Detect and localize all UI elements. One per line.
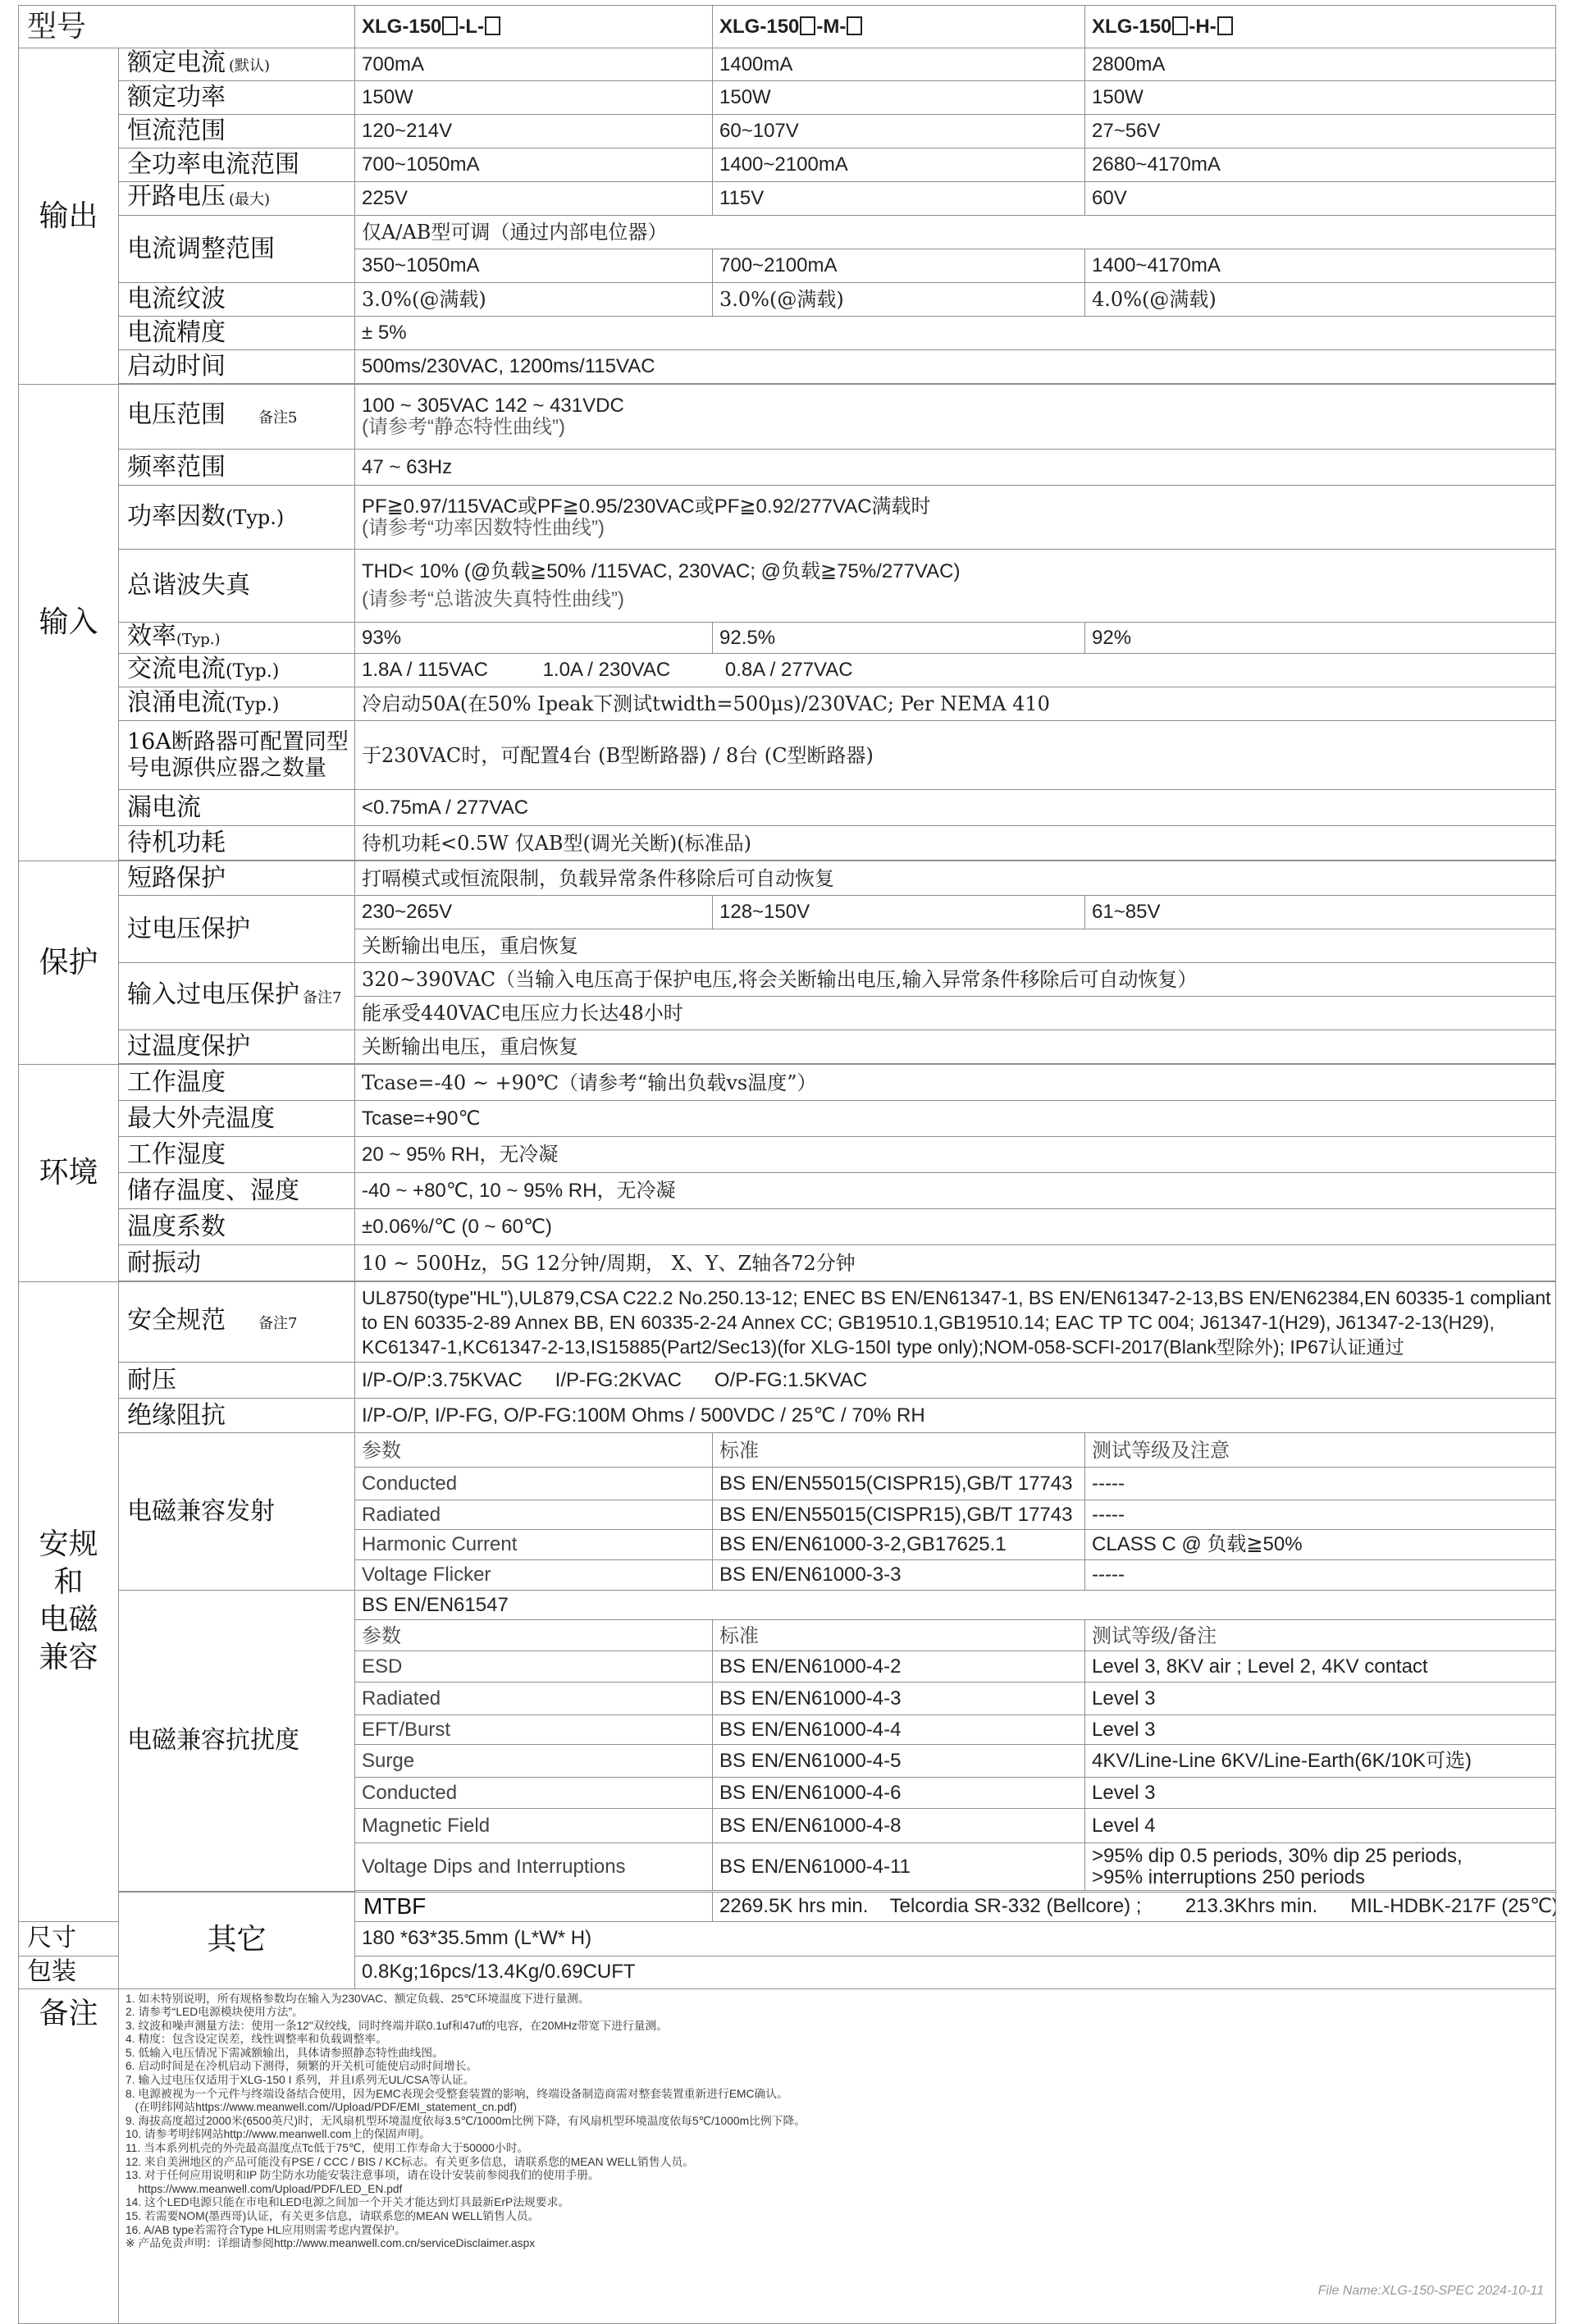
immunity-standard-ref: BS EN/EN61000-4-5 [713, 1745, 1085, 1778]
adjust-note: 仅A/AB型可调（通过内部电位器） [355, 216, 1556, 249]
temp-coeff-value: ±0.06%/℃ (0 ~ 60℃) [355, 1209, 1556, 1245]
leakage-label: 漏电流 [119, 790, 355, 826]
immunity-param: Surge [355, 1745, 713, 1778]
open-circuit-l: 225V [355, 182, 713, 216]
safety-standards-row [19, 1282, 1556, 1363]
temp-coeff-label: 温度系数 [119, 1209, 355, 1245]
immunity-level: Level 3 [1085, 1683, 1556, 1715]
standby-value: 待机功耗<0.5W 仅AB型(调光关断)(标准品) [355, 826, 1556, 861]
tolerance-row [19, 317, 1556, 350]
storage-row [19, 1173, 1556, 1209]
isolation-label: 绝缘阻抗 [119, 1399, 355, 1433]
tolerance-value: ± 5% [355, 317, 1556, 350]
emission-standard: BS EN/EN61000-3-3 [713, 1560, 1085, 1591]
max-case-label: 最大外壳温度 [119, 1101, 355, 1137]
vibration-row [19, 1245, 1556, 1281]
standby-row [19, 826, 1556, 861]
leakage-row [19, 790, 1556, 826]
rated-power-m: 150W [713, 81, 1085, 115]
thd-label: 总谐波失真 [119, 550, 355, 623]
standby-label: 待机功耗 [119, 826, 355, 861]
full-power-m: 1400~2100mA [713, 148, 1085, 182]
model-m: XLG-150 -M- [713, 6, 1085, 48]
full-power-label: 全功率电流范围 [119, 148, 355, 182]
note-line: 13. 对于任何应用说明和IP 防尘防水功能安装注意事项，请在设计安装前参阅我们的使用手册。 [126, 2169, 1549, 2183]
adjust-h: 1400~4170mA [1085, 249, 1556, 283]
note-line: 8. 电源被视为一个元件与终端设备结合使用，因为EMC表现会受整套装置的影响，终端设备制造商需对整套装置重新进行EMC确认。 [126, 2088, 1549, 2102]
immunity-standard: BS EN/EN61547 [355, 1591, 1556, 1620]
ovp-m: 128~150V [713, 896, 1085, 929]
mtbf-label: MTBF [355, 1892, 713, 1921]
short-value: 打嗝模式或恒流限制，负载异常条件移除后可自动恢复 [355, 861, 1556, 896]
ovp-note: 关断输出电压，重启恢复 [355, 929, 1556, 963]
rated-current-label: 额定电流 (默认) [119, 48, 355, 81]
vibration-value: 10 ~ 500Hz，5G 12分钟/周期， X、Y、Z轴各72分钟 [355, 1245, 1556, 1281]
note-line: 4. 精度：包含设定误差，线性调整率和负载调整率。 [126, 2033, 1549, 2047]
open-circuit-m: 115V [713, 182, 1085, 216]
others-category: 其它 [119, 1892, 355, 1988]
placeholder-box-icon [800, 16, 815, 35]
ripple-row [19, 283, 1556, 317]
model-header-row [19, 6, 1556, 48]
emission-level: ----- [1085, 1468, 1556, 1500]
emission-header-standard: 标准 [713, 1433, 1085, 1468]
dips-standard: BS EN/EN61000-4-11 [713, 1843, 1085, 1891]
input-ovp-label: 输入过电压保护 备注7 [119, 963, 355, 1030]
note-line: (在明纬网站https://www.meanwell.com//Upload/PDF/EMI_statement_cn.pdf) [126, 2101, 1549, 2115]
vibration-label: 耐振动 [119, 1245, 355, 1281]
inrush-row [19, 687, 1556, 721]
ovp-h: 61~85V [1085, 896, 1556, 929]
rated-current-m: 1400mA [713, 48, 1085, 81]
ripple-h: 4.0%(@满载) [1085, 283, 1556, 317]
notes-category: 备注 [19, 1988, 119, 2323]
storage-value: -40 ~ +80℃, 10 ~ 95% RH，无冷凝 [355, 1173, 1556, 1209]
adjust-label: 电流调整范围 [119, 216, 355, 283]
placeholder-box-icon [1217, 16, 1233, 35]
immunity-param: EFT/Burst [355, 1715, 713, 1745]
packing-value: 0.8Kg;16pcs/13.4Kg/0.69CUFT [355, 1956, 1556, 1988]
immunity-standard-ref: BS EN/EN61000-4-3 [713, 1683, 1085, 1715]
temp-coeff-row [19, 1209, 1556, 1245]
note-line: 1. 如未特别说明，所有规格参数均在输入为230VAC、额定负载、25℃环境温度下进行量测。 [126, 1993, 1549, 2007]
frequency-value: 47 ~ 63Hz [355, 450, 1556, 486]
humidity-value: 20 ~ 95% RH，无冷凝 [355, 1137, 1556, 1173]
input-ovp-line1: 320~390VAC（当输入电压高于保护电压,将会关断输出电压,输入异常条件移除后可自动恢复） [355, 963, 1556, 997]
immunity-param: Magnetic Field [355, 1809, 713, 1843]
breaker-label: 16A断路器可配置同型 号电源供应器之数量 [119, 721, 355, 790]
ovp-values-row [19, 896, 1556, 929]
immunity-standard-ref: BS EN/EN61000-4-8 [713, 1809, 1085, 1843]
open-circuit-label: 开路电压 (最大) [119, 182, 355, 216]
safety-standards-value: UL8750(type"HL"),UL879,CSA C22.2 No.250.13-12; ENEC BS EN/EN61347-1, BS EN/EN61347-2-13,BS EN/EN62384,EN 60335-1 compliant to EN 60335-2-89 Annex BB, EN 60335-2-24 Annex CC; GB19510.1,GB19510.14; EAC TP TC 004; J61347-1(H29), J61347-2-13(H29), KC61347-1,KC61347-2-13,IS15885(Part2/Sec13)(for XLG-150I type only);NOM-058-SCFI-2017(Blank型除外); IP67认证通过 [355, 1282, 1556, 1363]
setup-value: 500ms/230VAC, 1200ms/115VAC [355, 350, 1556, 384]
immunity-level: Level 4 [1085, 1809, 1556, 1843]
otp-value: 关断输出电压，重启恢复 [355, 1030, 1556, 1064]
full-power-row [19, 148, 1556, 182]
setup-label: 启动时间 [119, 350, 355, 384]
withstand-label: 耐压 [119, 1363, 355, 1399]
rated-current-l: 700mA [355, 48, 713, 81]
ripple-m: 3.0%(@满载) [713, 283, 1085, 317]
immunity-level: Level 3 [1085, 1715, 1556, 1745]
note-line: 2. 请参考“LED电源模块使用方法”。 [126, 2006, 1549, 2020]
emission-header-row [19, 1433, 1556, 1468]
safety-standards-label: 安全规范 备注7 [119, 1282, 355, 1363]
emission-level: ----- [1085, 1560, 1556, 1591]
leakage-value: <0.75mA / 277VAC [355, 790, 1556, 826]
isolation-row [19, 1399, 1556, 1433]
tolerance-label: 电流精度 [119, 317, 355, 350]
spec-table [18, 5, 1556, 2324]
note-line: 9. 海拔高度超过2000米(6500英尺)时，无风扇机型环境温度依每3.5℃/1000m比例下降，有风扇机型环境温度依每5℃/1000m比例下降。 [126, 2115, 1549, 2129]
otp-row [19, 1030, 1556, 1064]
note-line: 10. 请参考明纬网站http://www.meanwell.com上的保固声明。 [126, 2128, 1549, 2142]
immunity-header-standard: 标准 [713, 1620, 1085, 1651]
inrush-label: 浪涌电流(Typ.) [119, 687, 355, 721]
withstand-value: I/P-O/P:3.75KVAC I/P-FG:2KVAC O/P-FG:1.5KVAC [355, 1363, 1556, 1399]
input-category: 输入 [19, 385, 119, 861]
note-line: ※ 产品免责声明：详细请参阅http://www.meanwell.com.cn/serviceDisclaimer.aspx [126, 2237, 1549, 2251]
input-ovp-row-1 [19, 963, 1556, 997]
immunity-header-param: 参数 [355, 1620, 713, 1651]
rated-power-l: 150W [355, 81, 713, 115]
file-name: File Name:XLG-150-SPEC 2024-10-11 [1318, 2284, 1544, 2299]
packing-label: 包装 [19, 1956, 119, 1988]
thd-row [19, 550, 1556, 623]
emission-header-level: 测试等级及注意 [1085, 1433, 1556, 1468]
immunity-standard-row [19, 1591, 1556, 1620]
pf-row [19, 486, 1556, 550]
rated-current-row [19, 48, 1556, 81]
ripple-label: 电流纹波 [119, 283, 355, 317]
note-line: 15. 若需要NOM(墨西哥)认证，有关更多信息，请联系您的MEAN WELL销售人员。 [126, 2210, 1549, 2224]
setup-row [19, 350, 1556, 384]
efficiency-h: 92% [1085, 623, 1556, 654]
efficiency-row [19, 623, 1556, 654]
humidity-row [19, 1137, 1556, 1173]
rated-current-h: 2800mA [1085, 48, 1556, 81]
cc-range-m: 60~107V [713, 115, 1085, 148]
immunity-header-level: 测试等级/备注 [1085, 1620, 1556, 1651]
note-line: 11. 当本系列机壳的外壳最高温度点Tc低于75℃，使用工作寿命大于50000小时。 [126, 2142, 1549, 2156]
model-h: XLG-150 -H- [1085, 6, 1556, 48]
adjust-note-row [19, 216, 1556, 249]
emission-param: Radiated [355, 1500, 713, 1530]
cc-range-label: 恒流范围 [119, 115, 355, 148]
emission-level: ----- [1085, 1500, 1556, 1530]
immunity-level: 4KV/Line-Line 6KV/Line-Earth(6K/10K可选) [1085, 1745, 1556, 1778]
notes-row [19, 1988, 1556, 2323]
safety-emc-category: 安规 和 电磁 兼容 [19, 1282, 119, 1922]
spec-sheet [18, 5, 1555, 2297]
dimension-label: 尺寸 [19, 1921, 119, 1956]
emission-standard: BS EN/EN61000-3-2,GB17625.1 [713, 1530, 1085, 1560]
emission-param: Harmonic Current [355, 1530, 713, 1560]
voltage-row [19, 385, 1556, 450]
otp-label: 过温度保护 [119, 1030, 355, 1064]
thd-value: THD< 10% (@负载≧50% /115VAC, 230VAC; @负载≧75%/277VAC) (请参考“总谐波失真特性曲线”) [355, 550, 1556, 623]
adjust-l: 350~1050mA [355, 249, 713, 283]
placeholder-box-icon [847, 16, 862, 35]
short-label: 短路保护 [119, 861, 355, 896]
emission-standard: BS EN/EN55015(CISPR15),GB/T 17743 [713, 1500, 1085, 1530]
input-ovp-line2: 能承受440VAC电压应力长达48小时 [355, 997, 1556, 1030]
immunity-param: ESD [355, 1651, 713, 1683]
max-case-value: Tcase=+90℃ [355, 1101, 1556, 1137]
rated-power-h: 150W [1085, 81, 1556, 115]
note-line: 16. A/AB type若需符合Type HL应用则需考虑内置保护。 [126, 2224, 1549, 2238]
model-l: XLG-150 -L- [355, 6, 713, 48]
dimension-value: 180 *63*35.5mm (L*W* H) [355, 1921, 1556, 1956]
withstand-row [19, 1363, 1556, 1399]
note-line: 14. 这个LED电源只能在市电和LED电源之间加一个开关才能达到灯具最新ErP法规要求。 [126, 2196, 1549, 2210]
immunity-standard-ref: BS EN/EN61000-4-2 [713, 1651, 1085, 1683]
protection-category: 保护 [19, 861, 119, 1065]
efficiency-label: 效率(Typ.) [119, 623, 355, 654]
emission-level: CLASS C @ 负载≧50% [1085, 1530, 1556, 1560]
isolation-value: I/P-O/P, I/P-FG, O/P-FG:100M Ohms / 500VDC / 25℃ / 70% RH [355, 1399, 1556, 1433]
mtbf-value: 2269.5K hrs min. Telcordia SR-332 (Bellcore) ; 213.3Khrs min. MIL-HDBK-217F (25℃) [713, 1892, 1556, 1921]
full-power-l: 700~1050mA [355, 148, 713, 182]
immunity-label: 电磁兼容抗扰度 [119, 1591, 355, 1892]
note-line: 3. 纹波和噪声测量方法：使用一条12"双绞线，同时终端并联0.1uf和47uf的电容，在20MHz带宽下进行量测。 [126, 2020, 1549, 2034]
ovp-l: 230~265V [355, 896, 713, 929]
ripple-l: 3.0%(@满载) [355, 283, 713, 317]
ac-current-value: 1.8A / 115VAC 1.0A / 230VAC 0.8A / 277VAC [355, 654, 1556, 687]
inrush-value: 冷启动50A(在50% Ipeak下测试twidth=500μs)/230VAC; Per NEMA 410 [355, 687, 1556, 721]
immunity-level: Level 3, 8KV air ; Level 2, 4KV contact [1085, 1651, 1556, 1683]
short-row [19, 861, 1556, 896]
frequency-row [19, 450, 1556, 486]
placeholder-box-icon [442, 16, 458, 35]
emission-param: Conducted [355, 1468, 713, 1500]
breaker-row [19, 721, 1556, 790]
immunity-level: Level 3 [1085, 1778, 1556, 1809]
rated-power-row [19, 81, 1556, 115]
immunity-standard-ref: BS EN/EN61000-4-6 [713, 1778, 1085, 1809]
humidity-label: 工作湿度 [119, 1137, 355, 1173]
cc-range-row [19, 115, 1556, 148]
emission-param: Voltage Flicker [355, 1560, 713, 1591]
notes-list [119, 1988, 1556, 2323]
dips-param: Voltage Dips and Interruptions [355, 1843, 713, 1891]
adjust-m: 700~2100mA [713, 249, 1085, 283]
max-case-row [19, 1101, 1556, 1137]
ac-current-row [19, 654, 1556, 687]
ac-current-label: 交流电流(Typ.) [119, 654, 355, 687]
full-power-h: 2680~4170mA [1085, 148, 1556, 182]
note-line: 7. 输入过电压仅适用于XLG-150 I 系列，并且I系列无UL/CSA等认证。 [126, 2074, 1549, 2088]
pf-label: 功率因数(Typ.) [119, 486, 355, 550]
environment-category: 环境 [19, 1065, 119, 1282]
mtbf-row [19, 1892, 1556, 1921]
pf-value: PF≧0.97/115VAC或PF≧0.95/230VAC或PF≧0.92/277VAC满载时 (请参考“功率因数特性曲线”) [355, 486, 1556, 550]
emission-label: 电磁兼容发射 [119, 1433, 355, 1591]
model-category: 型号 [19, 6, 355, 48]
open-circuit-row [19, 182, 1556, 216]
efficiency-m: 92.5% [713, 623, 1085, 654]
cc-range-h: 27~56V [1085, 115, 1556, 148]
working-temp-label: 工作温度 [119, 1065, 355, 1101]
open-circuit-h: 60V [1085, 182, 1556, 216]
immunity-param: Radiated [355, 1683, 713, 1715]
working-temp-row [19, 1065, 1556, 1101]
working-temp-value: Tcase=-40 ~ +90℃（请参考“输出负载vs温度”） [355, 1065, 1556, 1101]
rated-power-label: 额定功率 [119, 81, 355, 115]
placeholder-box-icon [1172, 16, 1188, 35]
note-line: 6. 启动时间是在冷机启动下测得，频繁的开关机可能使启动时间增长。 [126, 2060, 1549, 2074]
efficiency-l: 93% [355, 623, 713, 654]
emission-standard: BS EN/EN55015(CISPR15),GB/T 17743 [713, 1468, 1085, 1500]
immunity-standard-ref: BS EN/EN61000-4-4 [713, 1715, 1085, 1745]
storage-label: 储存温度、湿度 [119, 1173, 355, 1209]
voltage-label: 电压范围 备注5 [119, 385, 355, 450]
ovp-label: 过电压保护 [119, 896, 355, 963]
note-line: https://www.meanwell.com/Upload/PDF/LED_EN.pdf [126, 2183, 1549, 2197]
frequency-label: 频率范围 [119, 450, 355, 486]
placeholder-box-icon [485, 16, 500, 35]
note-line: 5. 低输入电压情况下需减额输出，具体请参照静态特性曲线图。 [126, 2047, 1549, 2061]
voltage-value: 100 ~ 305VAC 142 ~ 431VDC (请参考“静态特性曲线”) [355, 385, 1556, 450]
note-line: 12. 来自美洲地区的产品可能没有PSE / CCC / BIS / KC标志。有关更多信息，请联系您的MEAN WELL销售人员。 [126, 2156, 1549, 2170]
breaker-value: 于230VAC时，可配置4台 (B型断路器) / 8台 (C型断路器) [355, 721, 1556, 790]
output-category: 输出 [19, 48, 119, 385]
dips-level: >95% dip 0.5 periods, 30% dip 25 periods, >95% interruptions 250 periods [1085, 1843, 1556, 1891]
immunity-param: Conducted [355, 1778, 713, 1809]
emission-header-param: 参数 [355, 1433, 713, 1468]
cc-range-l: 120~214V [355, 115, 713, 148]
